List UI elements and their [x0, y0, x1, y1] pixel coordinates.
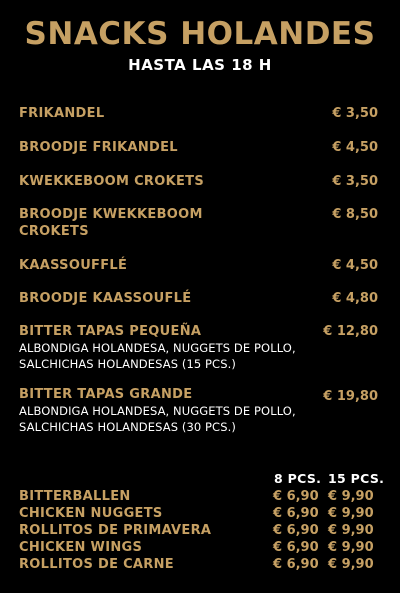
item-price: € 3,50 [332, 106, 378, 121]
snack-name: ROLLITOS DE PRIMAVERA [19, 523, 212, 538]
snack-name: BITTERBALLEN [19, 489, 131, 504]
price-8pcs: € 6,90 [273, 523, 319, 538]
snack-row [19, 556, 381, 573]
column-header-15pcs: 15 PCS. [328, 471, 385, 486]
snack-row [19, 522, 381, 539]
menu-title: SNACKS HOLANDES [24, 16, 376, 52]
item-name: BROODJE FRIKANDEL [19, 140, 178, 155]
item-name: FRIKANDEL [19, 106, 105, 121]
item-price: € 12,80 [323, 324, 378, 339]
menu-item [19, 139, 319, 156]
column-header-8pcs: 8 PCS. [274, 471, 322, 486]
item-name: BITTER TAPAS PEQUEÑA [19, 324, 202, 339]
menu-item [19, 105, 319, 122]
item-price: € 4,50 [332, 258, 378, 273]
menu-item [19, 323, 349, 372]
item-description: ALBONDIGA HOLANDESA, NUGGETS DE POLLO, SALCHICHAS HOLANDESAS (15 PCS.) [19, 341, 296, 371]
item-price: € 4,80 [332, 291, 378, 306]
price-15pcs: € 9,90 [328, 523, 374, 538]
price-15pcs: € 9,90 [328, 506, 374, 521]
item-description: ALBONDIGA HOLANDESA, NUGGETS DE POLLO, SALCHICHAS HOLANDESAS (30 PCS.) [19, 404, 296, 434]
item-name: BROODJE KWEKKEBOOM CROKETS [19, 207, 203, 239]
menu-subtitle: HASTA LAS 18 H [128, 56, 272, 74]
item-price: € 4,50 [332, 140, 378, 155]
item-price: € 19,80 [323, 389, 378, 404]
price-8pcs: € 6,90 [273, 540, 319, 555]
snack-row [19, 488, 381, 505]
item-name: KAASSOUFFLÉ [19, 258, 128, 273]
menu-item [19, 290, 319, 307]
snack-row [19, 505, 381, 522]
item-name: KWEKKEBOOM CROKETS [19, 174, 204, 189]
price-15pcs: € 9,90 [328, 557, 374, 572]
menu-item [19, 173, 319, 190]
price-8pcs: € 6,90 [273, 557, 319, 572]
snack-name: CHICKEN NUGGETS [19, 506, 163, 521]
menu-item [19, 206, 319, 240]
menu-item [19, 257, 319, 274]
price-8pcs: € 6,90 [273, 489, 319, 504]
snack-name: ROLLITOS DE CARNE [19, 557, 174, 572]
item-price: € 8,50 [332, 207, 378, 222]
item-name: BITTER TAPAS GRANDE [19, 387, 193, 402]
snack-name: CHICKEN WINGS [19, 540, 143, 555]
snack-row [19, 539, 381, 556]
price-8pcs: € 6,90 [273, 506, 319, 521]
item-price: € 3,50 [332, 174, 378, 189]
price-15pcs: € 9,90 [328, 489, 374, 504]
item-name: BROODJE KAASSOUFLÉ [19, 291, 192, 306]
menu-item [19, 386, 349, 435]
price-15pcs: € 9,90 [328, 540, 374, 555]
